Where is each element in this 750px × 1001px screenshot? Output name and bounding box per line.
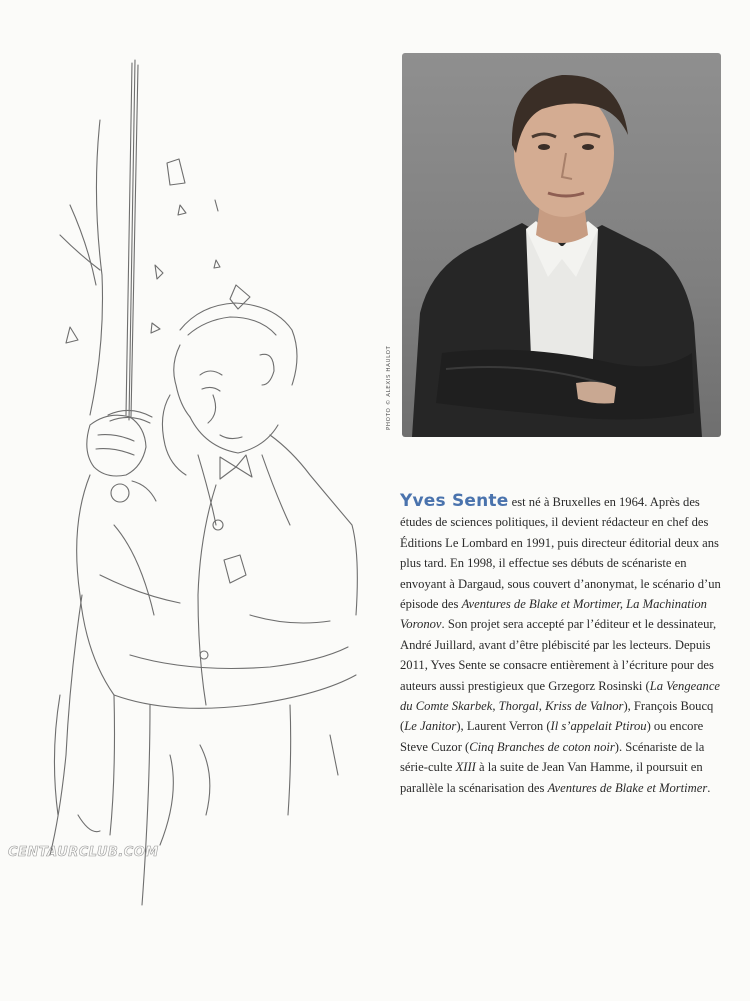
author-name: Yves Sente [400, 491, 509, 511]
pencil-sketch-illustration [30, 55, 375, 925]
book-title: XIII [455, 760, 476, 775]
watermark: CENTAURCLUB.COM [8, 845, 159, 860]
book-title: Le Janitor [404, 719, 457, 734]
book-title: Cinq Branches de coton noir [469, 739, 615, 754]
book-title: La Vengeance du Comte Skarbek [400, 678, 721, 714]
author-photo [402, 53, 721, 437]
author-biography [400, 491, 730, 798]
book-title: Aventures de Blake et Mortimer, La Machination Voronov [400, 597, 707, 632]
book-title: Aventures de Blake et Mortimer [547, 780, 708, 795]
book-title: Il s’appelait Ptirou [550, 719, 647, 734]
photo-credit: PHOTO © ALEXIS HAULOT [386, 345, 392, 430]
book-title: Kriss de Valnor [545, 699, 624, 714]
biography-paragraph: Yves Sente est né à Bruxelles en 1964. Après des études de sciences politiques, il devient rédacteur en chef des Éditions Le Lombard en 1991, puis directeur éditorial deux ans plus tard. En 1998, il effectue ses débuts de scénariste en envoyant à Dargaud, sous couvert d’anonymat, le scénario d’un épisode des Aventures de Blake et Mortimer, La Machination Voronov. Son projet sera accepté par l’éditeur et le dessinateur, André Juillard, avant d’être plébiscité par les lecteurs. Depuis 2011, Yves Sente se consacre entièrement à l’écriture pour des auteurs aussi prestigieux que Grzegorz Rosinski (La Vengeance du Comte Skarbek, Thorgal, Kriss de Valnor), François Boucq (Le Janitor), Laurent Verron (Il s’appelait Ptirou) ou encore Steve Cuzor (Cinq Branches de coton noir). Scénariste de la série-culte XIII à la suite de Jean Van Hamme, il poursuit en parallèle la scénarisation des Aventures de Blake et Mortimer. [400, 491, 721, 795]
book-title: Thorgal [498, 699, 539, 714]
